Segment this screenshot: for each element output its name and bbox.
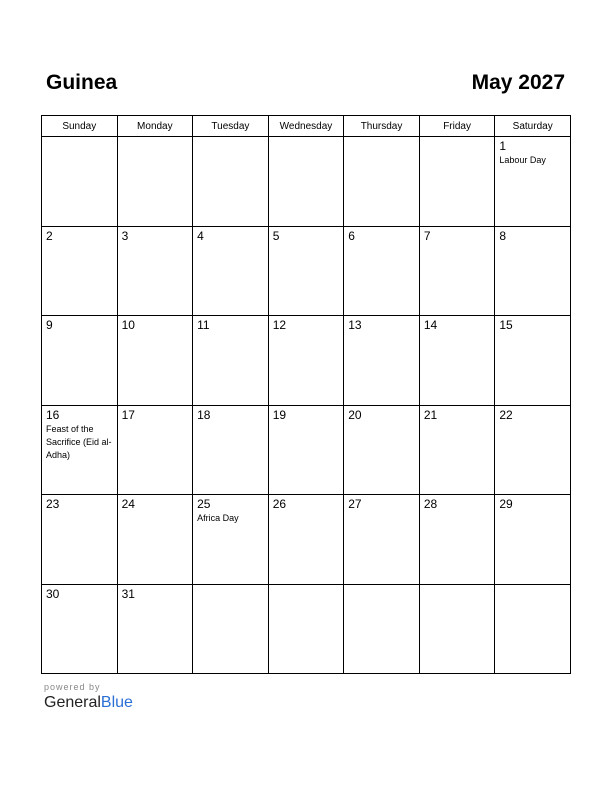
day-cell [419,137,495,227]
day-number: 17 [121,407,135,422]
day-cell [344,584,420,674]
day-number: 27 [348,497,362,511]
day-cell [117,316,193,406]
weekday-wednesday: Wednesday [268,116,344,137]
day-number: 10 [121,318,135,332]
day-number: 31 [121,586,135,601]
holiday-label: Africa Day [197,513,239,523]
day-cell [495,584,571,674]
country-title: Guinea [46,71,118,94]
day-number: 19 [272,407,287,422]
day-number: 13 [348,318,362,332]
day-number: 6 [348,228,355,243]
day-cell [42,316,118,406]
day-cell [344,226,420,316]
day-cell [268,137,344,227]
day-number: 11 [197,318,210,332]
weekday-sunday: Sunday [42,116,118,137]
day-cell [495,405,571,495]
day-cell [193,584,269,674]
holiday-label: Feast of the Sacrifice (Eid al-Adha) [46,423,112,460]
week-row [42,316,571,406]
day-cell [419,584,495,674]
day-number: 16 [46,407,60,422]
day-cell [42,405,118,495]
day-number: 23 [46,497,60,511]
day-number: 3 [121,228,129,243]
holiday-label: Labour Day [499,155,546,165]
day-cell [193,405,269,495]
week-row [42,226,571,316]
day-cell [344,405,420,495]
day-number: 30 [46,586,60,601]
calendar-grid [41,115,571,674]
day-cell [344,137,420,227]
day-number: 22 [499,407,513,422]
weekday-header-row [42,116,571,137]
day-cell [495,226,571,316]
week-row [42,405,571,495]
day-number: 8 [499,228,507,243]
weekday-monday: Monday [117,116,193,137]
day-number: 26 [272,497,287,511]
day-number: 20 [348,407,362,422]
footer [44,682,133,712]
day-number: 21 [423,407,438,422]
weekday-friday: Friday [419,116,495,137]
day-cell [117,405,193,495]
day-cell [42,226,118,316]
week-row [42,137,571,227]
week-row [42,584,571,674]
day-cell [42,495,118,585]
day-number: 24 [121,497,135,511]
day-cell [193,316,269,406]
day-cell [344,316,420,406]
day-number: 29 [499,497,513,511]
day-cell [268,405,344,495]
day-number: 2 [46,228,53,243]
day-cell [42,584,118,674]
week-row [42,495,571,585]
weekday-tuesday: Tuesday [193,116,269,137]
day-cell [495,316,571,406]
day-cell [117,584,193,674]
day-number: 7 [423,228,431,243]
brand-blue-text: Blue [100,694,133,711]
day-cell [117,137,193,227]
day-cell [268,495,344,585]
day-cell [268,316,344,406]
day-cell [344,495,420,585]
day-number: 28 [423,497,438,511]
day-number: 18 [197,407,211,422]
brand-general-text: General [44,694,101,711]
day-cell [193,226,269,316]
day-cell [495,137,571,227]
day-cell [268,226,344,316]
day-number: 5 [272,228,280,243]
day-cell [268,584,344,674]
weekday-saturday: Saturday [495,116,571,137]
day-cell [419,316,495,406]
day-number: 15 [499,318,513,332]
day-cell [419,226,495,316]
day-cell [117,226,193,316]
brand-logo [44,694,133,712]
day-number: 12 [272,318,287,332]
day-number: 1 [499,139,507,153]
powered-by-label: powered by [44,682,101,692]
day-number: 4 [197,228,204,243]
day-cell [117,495,193,585]
weekday-thursday: Thursday [344,116,420,137]
day-number: 9 [46,318,53,332]
day-cell [419,405,495,495]
day-cell [495,495,571,585]
day-cell [193,137,269,227]
day-number: 14 [423,318,438,332]
day-cell [193,495,269,585]
month-year-title: May 2027 [471,71,565,94]
day-cell [42,137,118,227]
day-cell [419,495,495,585]
day-number: 25 [197,497,211,511]
